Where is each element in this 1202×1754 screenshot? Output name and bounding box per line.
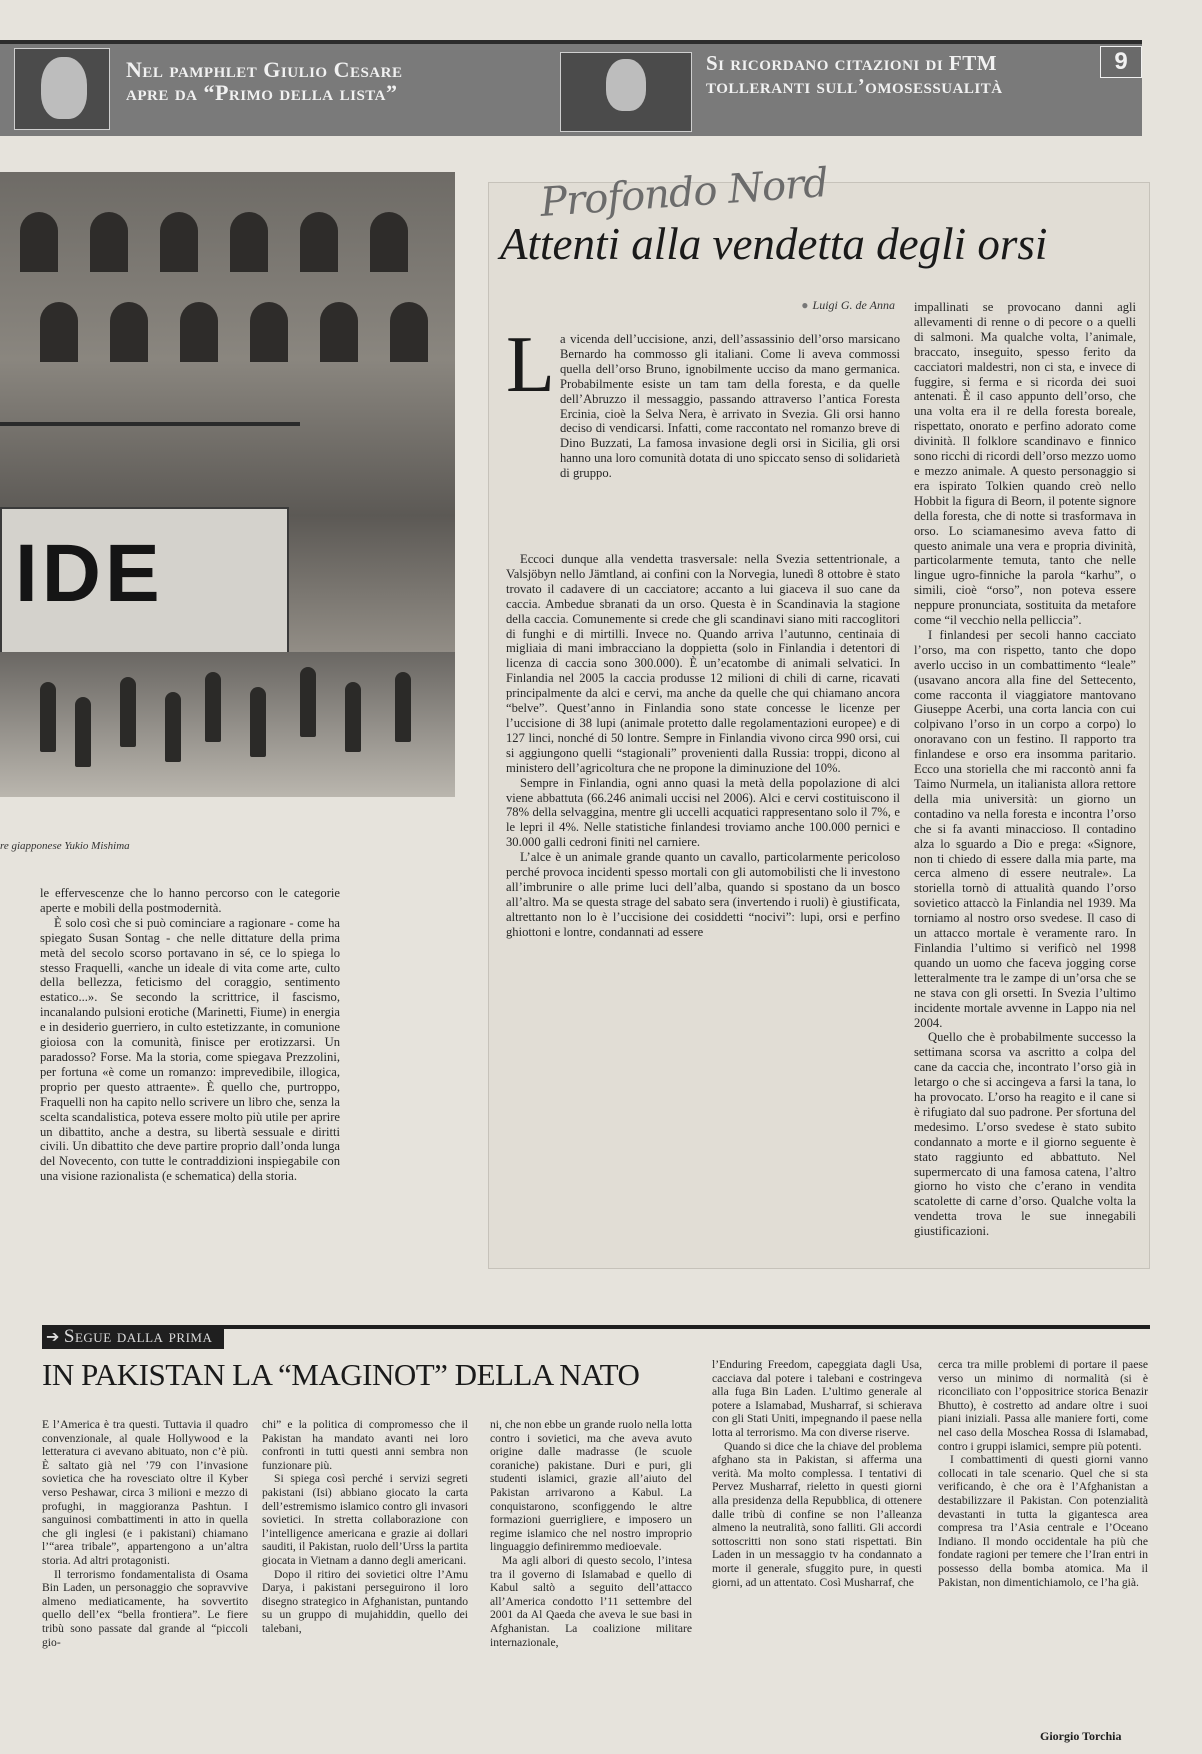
paragraph: Eccoci dunque alla vendetta trasversale: nella Svezia settentrionale, a Valsjöbyn nello Jämtland, ai confini con la Norvegia, lunedì 8 ottobre è stato trovato il cadavere di un cacciatore; accanto a lui giaceva il suo cane da caccia. Ambedue sbranati da un orso. Questa è in Scandinavia la stagione della caccia. Comunemente si crede che gli scandinavi siano miti raccoglitori di funghi e di mirtilli. Invece no. Quando arriva l’autunno, centinaia di migliaia di mani imbracciano la doppietta (solo in Finlandia i detentori di licenza di caccia sono 300.000). È un’ecatombe di animali selvatici. In Finlandia nel 2005 la caccia produsse 12 milioni di chili di carne, ricavati principalmente da alci e cervi, ma anche da quelle che qui chiamano ancora “belve”. Quest’anno in Finlandia sono state concesse le licenze per l’uccisione di 38 lupi (animale protetto dalle regolamentazioni europee) e di 127 linci, nonché di 50 lontre. Sempre in Finlandia vivono circa 990 orsi, cui si aggiungono quelli “stagionali” provenienti dalla Russia: troppi, dicono al ministero dell’agricoltura che ne propone la diminuzione del 10%.	[506, 552, 900, 775]
column-kicker: Profondo Nord	[538, 160, 830, 226]
bottom-article-column-3	[490, 1418, 692, 1649]
man-portrait	[560, 52, 692, 132]
paragraph: ni, che non ebbe un grande ruolo nella lotta contro i sovietici, ma che aveva avuto origine dalle madrasse (le scuole coraniche) pakistane. Duri e puri, gli studenti islamici, grazie all’aiuto del Pakistan arrivarono a Kabul. La conquistarono, sconfiggendo le altre formazioni guerrigliere, e imposero un regime islamico che nel nostro improprio linguaggio definiremmo medioevale.	[490, 1418, 692, 1554]
left-article-body	[40, 886, 340, 1184]
paragraph: I combattimenti di questi giorni vanno collocati in tale scenario. Quel che si sta verificando, è che ora è l’Afghanistan a destabilizzare il Pakistan. Con potenzialità devastanti in tutta la gigantesca area compresa tra l’Asia centrale e l’Oceano Indiano. Il mondo occidentale ha più che fondate ragioni per temere che l’Iran entri in possesso della bomba atomica. Ma il Pakistan, non dimentichiamolo, ce l’ha già.	[938, 1453, 1148, 1589]
crowd	[0, 652, 455, 797]
header-left-title[interactable]: Nel pamphlet Giulio Cesare apre da “Primo della lista”	[126, 57, 403, 105]
paragraph: Dopo il ritiro dei sovietici oltre l’Amu Darya, i pakistani perseguirono il loro disegno strategico in Afghanistan, puntando su un gruppo di mujahiddin, quello dei talebani,	[262, 1567, 468, 1635]
article-headline[interactable]: Attenti alla vendetta degli orsi	[500, 219, 1048, 269]
paragraph: E l’America è tra questi. Tuttavia il quadro convenzionale, al quale Hollywood e la letteratura ci avevano abituato, non c’è più. È saltato già nel ’79 con l’invasione sovietica che ha rovesciato oltre il Kyber verso Peshawar, circa 3 milioni e mezzo di profughi, in maggioranza Pashtun. I sanguinosi combattimenti in atto in quella che gli inglesi (e i pakistani) chiamano l’“area tribale”, appartengono a un’altra storia. Ad altri protagonisti.	[42, 1418, 248, 1567]
bullet-icon: ●	[801, 298, 809, 312]
paragraph: L’alce è un animale grande quanto un cavallo, particolarmente pericoloso perché provoca incidenti spesso mortali con gli automobilisti che li investono all’imbrunire o alle prime luci dell’alba, quando si spostano da un bosco all’altro. Ma se questa strage del sabato sera (invertendo i ruoli) è giustificata, altrettanto non lo è l’uccisione dei cosiddetti “nocivi”: lupi, orsi e perfino ghiottoni e lontre, condannati ad essere	[506, 850, 900, 939]
drop-cap: L	[506, 321, 555, 409]
paragraph: Sempre in Finlandia, ogni anno quasi la metà della popolazione di alci viene abbattuta (66.246 animali uccisi nel 2006). Alci e cervi costituiscono il 78% della selvaggina, mentre gli uccelli acquatici rappresentano solo il 7%, e le lepri il 4%. Nelle statistiche finlandesi troviamo anche 100.000 pernici e 30.000 galli cedroni finiti nel carniere.	[506, 775, 900, 850]
paragraph: a vicenda dell’uccisione, anzi, dell’assassinio dell’orso marsicano Bernardo ha commosso gli italiani. Come li aveva commossi quella dell’orso Bruno, ignobilmente ucciso da mano germanica. Probabilmente esiste un tam tam della foresta, e da quelle dell’Abruzzo il messaggio, passando attraverso l’antica Foresta Ercinia, cioè la Selva Nera, è arrivato in Svezia. Gli orsi hanno deciso di vendicarsi. Infatti, come raccontato nel romanzo breve di Dino Buzzati, La famosa invasione degli orsi in Sicilia, gli orsi hanno una loro comunità dotata di uno spiccato senso di solidarietà di gruppo.	[560, 332, 900, 481]
paragraph: chi” e la politica di compromesso che il Pakistan ha mandato avanti nei loro confronti in tutti questi anni sembra non funzionare più.	[262, 1418, 468, 1472]
caesar-portrait	[14, 48, 110, 130]
page-header	[0, 40, 1142, 136]
bottom-article-headline[interactable]: IN PAKISTAN LA “MAGINOT” DELLA NATO	[42, 1357, 640, 1392]
paragraph: Quello che è probabilmente successo la settimana scorsa va ascritto a colpa del cane da caccia che, incontrato l’orso già in letargo o che si accingeva a farsi la tana, lo ha provocato. L’orso ha reagito e il cane si è rifugiato dal suo padrone. Per sfortuna del medesimo. L’orso svedese è stato subito condannato a morte e il giorno seguente è stato raggiunto ed abbattuto. Nel supermercato di una famosa catena, l’altro giorno ho visto che c’erano in vendita scatolette di carne d’orso. Qualche volta la vendetta trova le sue innegabili giustificazioni.	[914, 1030, 1136, 1239]
paragraph: impallinati se provocano danni agli allevamenti di renne o di pecore o a quelli di salmoni. Ma qualche volta, l’animale, braccato, inseguito, spesso ferito da cacciatori maldestri, non ci sta, e invece di fuggire, si ferma e si ricorda dei suoi antenati. È il caso appunto dell’orso, che una volta era il re della foresta boreale, rispettato, onorato e perfino adorato come divinità. Il folklore scandinavo e finnico sono ricchi di ricordi dell’orso mezzo uomo e mezzo animale. A questo personaggio si era ispirato Tolkien quando creò nello Hobbit la figura di Beorn, il potente signore della foresta, che di notte si trasformava in orso. Lo sciamanesimo aveva fatto di questo animale una vera e propria divinità, particolarmente temuta, tanto che nelle lingue ugro-finniche la parola “karhu”, o simili, cioè “orso”, non poteva essere neppure pronunciata, sostituita da metafore come “il vecchio nella pelliccia”.	[914, 300, 1136, 628]
bottom-article-column-1	[42, 1418, 248, 1649]
bottom-article-column-5	[938, 1358, 1148, 1589]
section-label: ➔ Segue dalla prima	[42, 1325, 224, 1349]
page-number: 9	[1100, 46, 1142, 78]
parade-photo	[0, 172, 455, 797]
bottom-article-column-2	[262, 1418, 468, 1636]
arrow-right-icon: ➔	[46, 1327, 60, 1346]
bus-lettering: IDE	[15, 528, 164, 619]
box-article-column-1	[560, 332, 900, 481]
header-right-title[interactable]: Si ricordano citazioni di FTM tolleranti sull’omosessualità	[706, 51, 1003, 98]
paragraph: l’Enduring Freedom, capeggiata dagli Usa, cacciava dal potere i talebani e costringeva alla fuga Bin Laden. L’ultimo generale al potere a Islamabad, Musharraf, si schierava con gli Stati Uniti, impegnando il paese nella lotta al terrorismo. Ma con diverse riserve.	[712, 1358, 922, 1439]
bottom-article-column-4	[712, 1358, 922, 1589]
author-signature: Giorgio Torchia	[1040, 1729, 1122, 1743]
paragraph: Quando si dice che la chiave del problema afghano sta in Pakistan, si afferma una verità. Ma molto complessa. I tentativi di Pervez Musharraf, rieletto in questi giorni alla presidenza della Repubblica, di ottenere dalle tribù di confine se non l’alleanza almeno la neutralità, sono falliti. Gli accordi sottoscritti non sono stati rispettati. Bin Laden in un messaggio tv ha condannato a morte il generale, sfuggito pure, in questi giorni, ad un attentato. Così Musharraf, che	[712, 1439, 922, 1589]
paragraph: I finlandesi per secoli hanno cacciato l’orso, ma con rispetto, tanto che dopo averlo ucciso in un combattimento “leale” (usavano ancora alla fine del Settecento, come racconta il viaggiatore mantovano Giuseppe Acerbi, una corta lancia con cui colpivano l’orso in un corpo a corpo) lo onoravano con un festino. Il rapporto tra finlandese e orso era insomma paritario. Ecco una storiella che mi raccontò anni fa Taimo Nurmela, un italianista allora rettore della mia università: un giorno un contadino va nella foresta e incontra l’orso che si fa avanti minaccioso. Il contadino alza lo sguardo a Dio e prega: «Signore, non ti chiedo di essere dalla mia parte, ma cerca almeno di essere neutrale». La storiella tornò di attualità quando l’orso sovietico attaccò la Finlandia nel 1939. Ma torniamo al nostro orso svedese. Il caso di un attacco mortale è veramente raro. In Finlandia l’ultimo si verificò nel 1998 quando un uomo che faceva jogging corse letteralmente tra le zampe di un’orsa che se ne stava con gli orsetti. In Svezia l’ultimo incidente mortale avvenne in Lappo nia nel 2004.	[914, 627, 1136, 1030]
photo-caption: re giapponese Yukio Mishima	[0, 840, 130, 852]
paragraph: Il terrorismo fondamentalista di Osama Bin Laden, un personaggio che sopravvive almeno mediaticamente, ha sovvertito quello dell’ex “bella frontiera”. Le fiere tribù sono passate dal grande al “piccoli gio-	[42, 1567, 248, 1649]
paragraph: È solo così che si può cominciare a ragionare - come ha spiegato Susan Sontag - che nelle dittature della prima metà del secolo scorso portavano in sé, ce lo spiega lo stesso Fraquelli, «anche un ideale di vita come arte, culto della bellezza, feticismo del coraggio, sentimento estatico...». Se secondo la scrittrice, il fascismo, incanalando pulsioni erotiche (Marinetti, Fiume) in energia e in desiderio guerriero, in culto estetizzante, in comunione gioiosa con la comunità, finisce per erotizzarsi. Un paradosso? Forse. Ma la storia, come spiegava Prezzolini, per fortuna «è come un romanzo: imprevedibile, illogica, proprio per questo attraente». È quello che, purtroppo, Fraquelli non ha capito nello scrivere un libro che, senza la scelta scandalistica, poteva essere molto più utile per aprire un dibattito, anche a destra, su libertà sessuale e diritti civili. Un dibattito che deve partire proprio dall’onda lunga del Novecento, con tutte le contraddizioni inspiegabile con una visione razionalista (e schematica) della storia.	[40, 915, 340, 1184]
box-article-column-1-cont	[506, 552, 900, 940]
paragraph: Si spiega così perché i servizi segreti pakistani (Isi) abbiano giocato la carta dell’estremismo islamico contro gli invasori sovietici. In stretta collaborazione con l’intelligence americana e grazie ai dollari sauditi, il Pakistan, ruolo dell’Urss la partita giocata in Vietnam a danno degli americani.	[262, 1472, 468, 1567]
box-article-column-2	[914, 300, 1136, 1239]
paragraph: cerca tra mille problemi di portare il paese verso un minimo di normalità (si è riconciliato con l’oppositrice storica Benazir Bhutto), è costretto ad andare oltre i suoi piani iniziali. Passa alle maniere forti, come nel caso della Moschea Rossa di Islamabad, contro i gruppi islamici, sempre più potenti.	[938, 1358, 1148, 1453]
paragraph: Ma agli albori di questo secolo, l’intesa tra il governo di Islamabad e quello di Kabul saltò a seguito dell’attacco all’America condotto l’11 settembre del 2001 da Al Qaeda che aveva le sue basi in Afghanistan. La coalizione militare internazionale,	[490, 1553, 692, 1649]
paragraph: le effervescenze che lo hanno percorso con le categorie aperte e mobili della postmodernità.	[40, 886, 340, 915]
article-byline: ● Luigi G. de Anna	[801, 298, 895, 312]
